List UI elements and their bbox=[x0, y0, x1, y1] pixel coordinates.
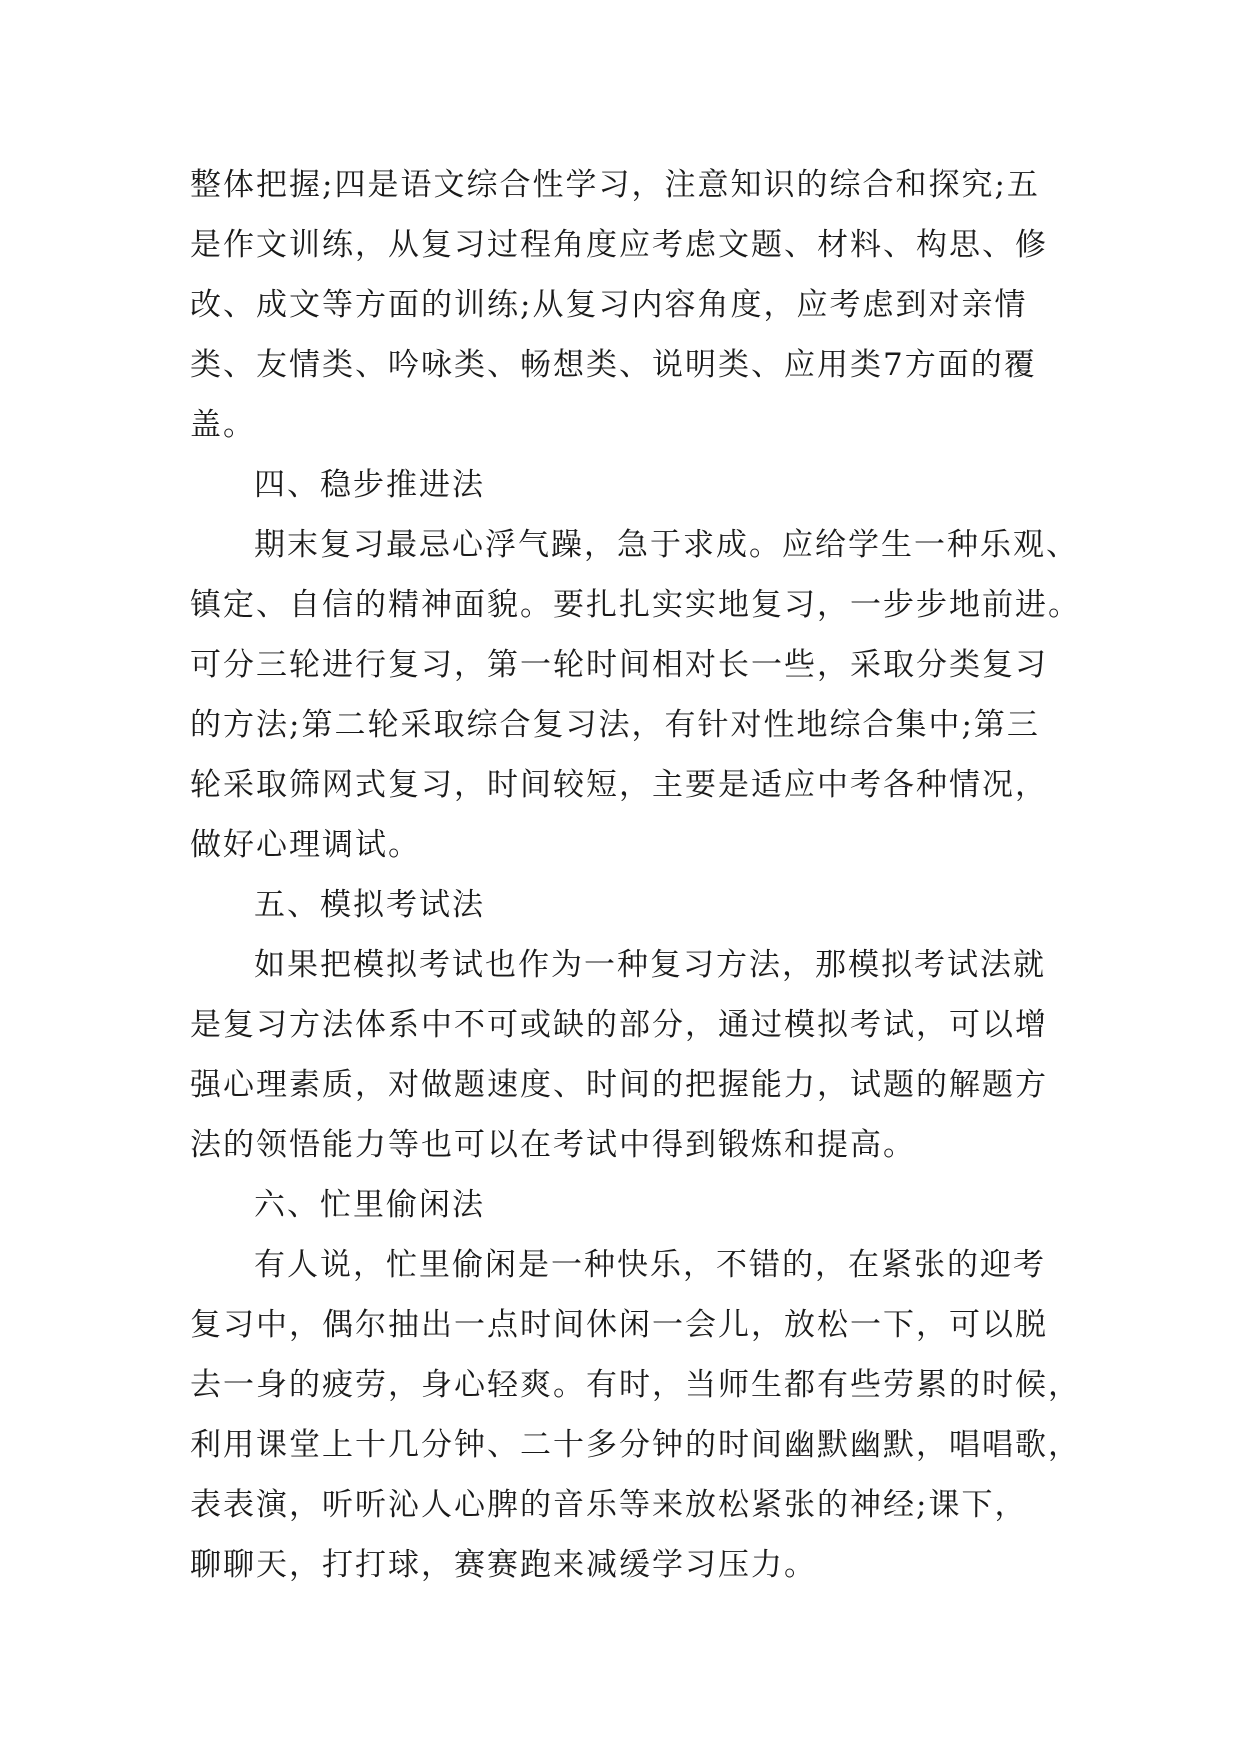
text-line: 改、成文等方面的训练;从复习内容角度，应考虑到对亲情 bbox=[190, 287, 1028, 323]
text-line: 表表演，听听沁人心脾的音乐等来放松紧张的神经;课下， bbox=[190, 1487, 1028, 1523]
text-line: 整体把握;四是语文综合性学习，注意知识的综合和探究;五 bbox=[190, 167, 1040, 203]
text-line: 是复习方法体系中不可或缺的部分，通过模拟考试，可以增 bbox=[190, 1007, 1048, 1043]
text-line: 的方法;第二轮采取综合复习法，有针对性地综合集中;第三 bbox=[190, 707, 1040, 743]
paragraph-first-line: 期末复习最忌心浮气躁，急于求成。应给学生一种乐观、 bbox=[254, 527, 1079, 563]
text-line: 做好心理调试。 bbox=[190, 827, 421, 863]
text-line: 强心理素质，对做题速度、时间的把握能力，试题的解题方 bbox=[190, 1067, 1048, 1103]
section-heading: 六、忙里偷闲法 bbox=[254, 1187, 485, 1223]
text-line: 轮采取筛网式复习，时间较短，主要是适应中考各种情况， bbox=[190, 767, 1048, 803]
section-heading: 五、模拟考试法 bbox=[254, 887, 485, 923]
paragraph-first-line: 如果把模拟考试也作为一种复习方法，那模拟考试法就 bbox=[254, 947, 1046, 983]
paragraph-first-line: 有人说，忙里偷闲是一种快乐，不错的，在紧张的迎考 bbox=[254, 1247, 1046, 1283]
text-line: 聊聊天，打打球，赛赛跑来减缓学习压力。 bbox=[190, 1547, 817, 1583]
text-line: 可分三轮进行复习，第一轮时间相对长一些，采取分类复习 bbox=[190, 647, 1048, 683]
text-line: 去一身的疲劳，身心轻爽。有时，当师生都有些劳累的时候， bbox=[190, 1367, 1081, 1403]
text-line: 法的领悟能力等也可以在考试中得到锻炼和提高。 bbox=[190, 1127, 916, 1163]
text-line: 是作文训练，从复习过程角度应考虑文题、材料、构思、修 bbox=[190, 227, 1048, 263]
section-heading: 四、稳步推进法 bbox=[254, 467, 485, 503]
text-line: 类、友情类、吟咏类、畅想类、说明类、应用类7方面的覆 bbox=[190, 347, 1037, 383]
text-line: 复习中，偶尔抽出一点时间休闲一会儿，放松一下，可以脱 bbox=[190, 1307, 1048, 1343]
text-line: 镇定、自信的精神面貌。要扎扎实实地复习，一步步地前进。 bbox=[190, 587, 1081, 623]
text-line: 利用课堂上十几分钟、二十多分钟的时间幽默幽默，唱唱歌， bbox=[190, 1427, 1081, 1463]
document-page bbox=[190, 155, 1081, 1595]
text-line: 盖。 bbox=[190, 407, 256, 443]
